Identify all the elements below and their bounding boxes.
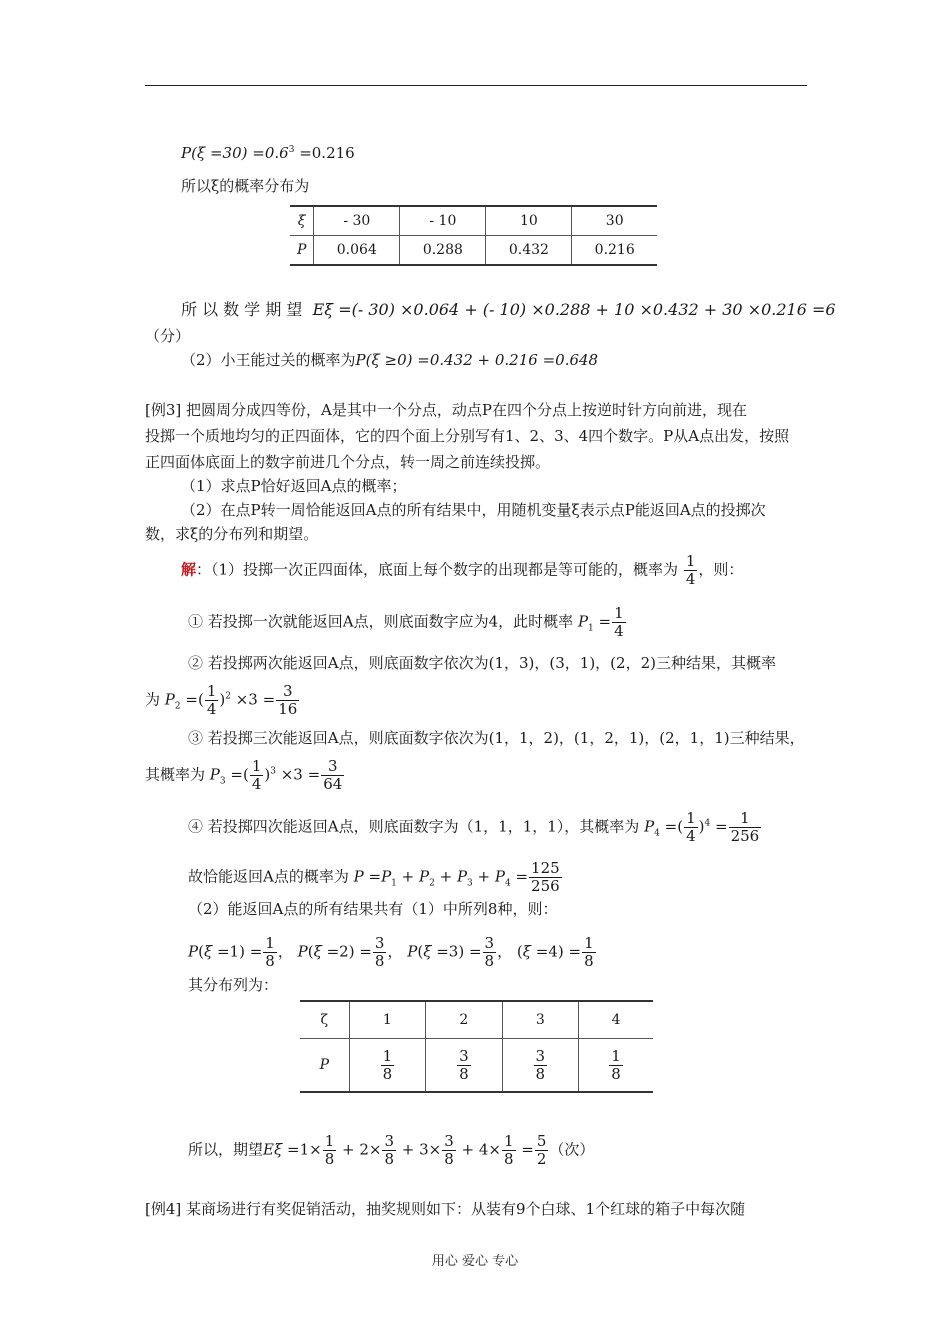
table-cell: ζ <box>300 1001 349 1039</box>
fraction: $\frac{1}{8}$ <box>584 934 594 970</box>
example3-line3: 正四面体底面上的数字前进几个分点，转一周之前连续投掷。 <box>145 453 551 471</box>
dist-intro: 所以ξ的概率分布为 <box>181 177 310 195</box>
distribution-table-2 <box>300 1000 653 1093</box>
fraction: $\frac{1}{4}$ <box>206 682 217 718</box>
fraction: $\frac{3}{8}$ <box>444 1132 454 1168</box>
fraction: $\frac{1}{4}$ <box>614 604 624 640</box>
table-cell: 2 <box>426 1001 502 1039</box>
table-cell: 4 <box>579 1001 653 1039</box>
table-cell: P <box>296 242 307 258</box>
fraction: $\frac{3}{8}$ <box>374 934 385 970</box>
case-3b: 其概率为 $P_3$ =( $\frac{1}{4}$ )$^3$ ×3 = $\frac{3}{64}$ <box>145 757 343 793</box>
fraction: $\frac{1}{8}$ <box>611 1046 621 1083</box>
example3-q2b: 数，求ξ的分布列和期望。 <box>145 525 319 543</box>
example4-line1: [例4] 某商场进行有奖促销活动，抽奖规则如下：从装有9个白球、1个红球的箱子中每次随 <box>145 1200 746 1218</box>
table-cell: 0.288 <box>400 236 486 266</box>
expectation-result: 所以，期望Eξ =1× $\frac{1}{8}$ + 2× $\frac{3}{8}$ + 3× $\frac{3}{8}$ + 4× $\frac{1}{8}$ = $\frac{5}{2}$ （次） <box>188 1132 595 1168</box>
example3-line1: [例3] 把圆周分成四等份，A是其中一个分点，动点P在四个分点上按逆时针方向前进，现在 <box>145 401 747 419</box>
table-cell: 0.216 <box>572 236 657 266</box>
table-cell <box>502 1039 578 1093</box>
example3-q2a: （2）在点P转一周恰能返回A点的所有结果中，用随机变量ξ表示点P能返回A点的投掷次 <box>181 501 766 519</box>
table-cell: - 10 <box>400 206 486 236</box>
fraction: $\frac{1}{8}$ <box>503 1132 514 1168</box>
table-cell: ξ <box>290 206 314 236</box>
part2-line: （2）小王能过关的概率为P(ξ ≥0) =0.432 + 0.216 =0.648 <box>181 351 599 369</box>
table-cell: 3 <box>502 1001 578 1039</box>
fraction: $\frac{3}{8}$ <box>384 1132 394 1168</box>
dist-label: 其分布列为： <box>188 976 279 994</box>
example3-line2: 投掷一个质地均匀的正四面体，它的四个面上分别写有1、2、3、4四个数字。P从A点出发，按照 <box>145 427 790 445</box>
case-2a: ② 若投掷两次能返回A点，则底面数字依次为(1，3)，(3，1)，(2，2)三种结果，其概率 <box>188 654 776 672</box>
fraction: $\frac{125}{256}$ <box>531 859 560 895</box>
table-cell <box>349 1039 425 1093</box>
xi-probabilities: P(ξ =1) = $\frac{1}{8}$ ， P(ξ =2) = $\frac{3}{8}$ ， P(ξ =3) = $\frac{3}{8}$ ， (ξ =4) = $\frac{1}{8}$ <box>188 934 594 970</box>
part2-intro: （2）能返回A点的所有结果共有（1）中所列8种，则： <box>188 900 558 918</box>
expectation-unit: （分） <box>145 327 191 345</box>
fraction: $\frac{1}{8}$ <box>324 1132 335 1168</box>
fraction: $\frac{3}{16}$ <box>278 682 298 718</box>
fraction: $\frac{1}{4}$ <box>686 809 696 845</box>
table-cell: 30 <box>572 206 657 236</box>
solution-intro: 解：（1）投掷一次正四面体，底面上每个数字的出现都是等可能的，概率为 $\frac{1}{4}$ ，则： <box>181 552 744 588</box>
table-cell <box>579 1039 653 1093</box>
solution-label: 解 <box>181 560 197 579</box>
table-cell: 10 <box>486 206 572 236</box>
expectation-line: 所 以 数 学 期 望 Eξ =(- 30) ×0.064 + (- 10) ×0.288 + 10 ×0.432 + 30 ×0.216 =6 <box>181 300 836 319</box>
total-probability: 故恰能返回A点的概率为 $P =P_1 + P_2 + P_3 + P_4$ = $\frac{125}{256}$ <box>188 859 560 895</box>
prob-xi-30: $P(\xi =30) =0.6^3 =0.216$ <box>181 144 355 162</box>
table-cell: 0.064 <box>314 236 400 266</box>
table-cell: 0.432 <box>486 236 572 266</box>
table-cell: 1 <box>349 1001 425 1039</box>
example3-q1: （1）求点P恰好返回A点的概率； <box>181 477 407 495</box>
case-1: ① 若投掷一次就能返回A点，则底面数字应为4，此时概率 $P_1$ = $\frac{1}{4}$ <box>188 604 624 640</box>
fraction: $\frac{1}{256}$ <box>730 809 760 845</box>
case-3a: ③ 若投掷三次能返回A点，则底面数字依次为(1，1，2)，(1，2，1)，(2，1，1)三种结果， <box>188 729 805 747</box>
fraction: $\frac{1}{8}$ <box>382 1046 393 1083</box>
fraction: $\frac{5}{2}$ <box>536 1132 547 1168</box>
table-cell: P <box>319 1057 330 1073</box>
case-2b: 为 $P_2$ =( $\frac{1}{4}$ )$^2$ ×3 = $\frac{3}{16}$ <box>145 682 298 718</box>
table-cell: - 30 <box>314 206 400 236</box>
fraction: $\frac{3}{64}$ <box>323 757 343 793</box>
fraction: $\frac{1}{4}$ <box>685 552 696 588</box>
case-4: ④ 若投掷四次能返回A点，则底面数字为（1，1，1，1），其概率为 $P_4$ =( $\frac{1}{4}$ )$^4$ = $\frac{1}{256}$ <box>188 809 760 845</box>
fraction: $\frac{3}{8}$ <box>484 934 495 970</box>
page-footer: 用心 爱心 专心 <box>431 1254 519 1269</box>
fraction: $\frac{3}{8}$ <box>459 1046 469 1083</box>
fraction: $\frac{3}{8}$ <box>535 1046 546 1083</box>
table-cell <box>426 1039 502 1093</box>
distribution-table-1 <box>290 205 657 266</box>
fraction: $\frac{1}{4}$ <box>251 757 262 793</box>
header-rule <box>145 85 807 86</box>
fraction: $\frac{1}{8}$ <box>265 934 275 970</box>
